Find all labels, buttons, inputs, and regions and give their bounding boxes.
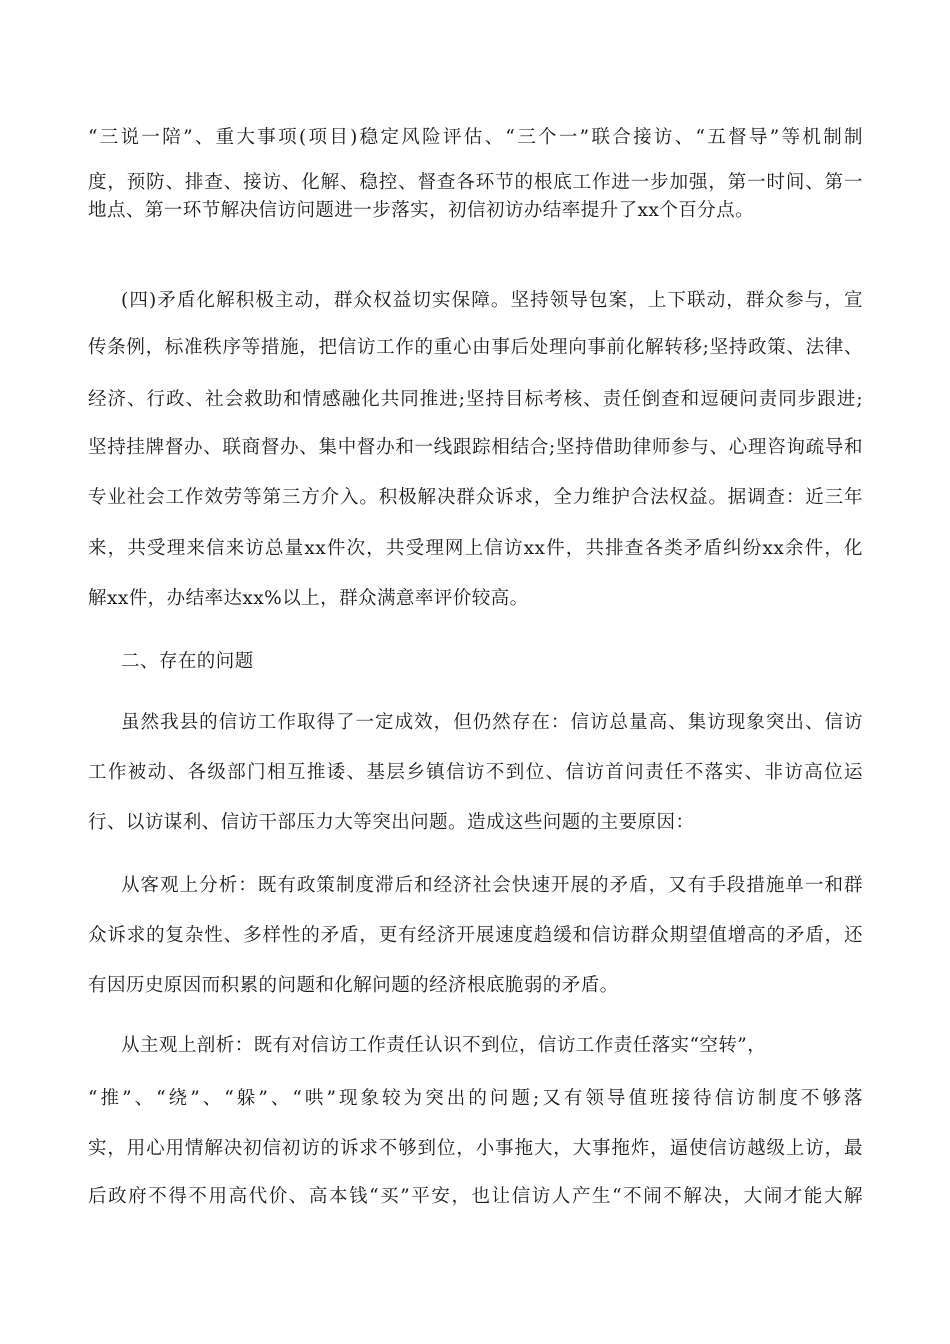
text-line: 经济、行政、社会救助和情感融化共同推进;坚持目标考核、责任倒查和逗硬问责同步跟进; — [88, 389, 863, 410]
text-line: “三说一陪”、重大事项(项目)稳定风险评估、“三个一”联合接访、“五督导”等机制制 — [88, 127, 863, 148]
text-line: 行、以访谋利、信访干部压力大等突出问题。造成这些问题的主要原因： — [88, 812, 695, 833]
text-line: 地点、第一环节解决信访问题进一步落实，初信初访办结率提升了xx个百分点。 — [88, 200, 755, 221]
paragraph-start-line: 虽然我县的信访工作取得了一定成效，但仍然存在：信访总量高、集访现象突出、信访 — [121, 712, 863, 733]
text-line: 后政府不得不用高代价、高本钱“买”平安，也让信访人产生“不闹不解决，大闹才能大解 — [88, 1186, 863, 1207]
paragraph-start-line: (四)矛盾化解积极主动，群众权益切实保障。坚持领导包案，上下联动，群众参与，宣 — [121, 290, 863, 311]
text-line: 众诉求的复杂性、多样性的矛盾，更有经济开展速度趋缓和信访群众期望值增高的矛盾，还 — [88, 925, 863, 946]
section-heading: 二、存在的问题 — [121, 651, 254, 672]
text-line: 传条例，标准秩序等措施，把信访工作的重心由事后处理向事前化解转移;坚持政策、法律、 — [88, 337, 863, 358]
text-line: 有因历史原因而积累的问题和化解问题的经济根底脆弱的矛盾。 — [88, 975, 619, 996]
paragraph-start-line: 从客观上分析：既有政策制度滞后和经济社会快速开展的矛盾，又有手段措施单一和群 — [121, 875, 863, 896]
text-line: “推”、“绕”、“躲”、“哄”现象较为突出的问题;又有领导值班接待信访制度不够落 — [88, 1088, 863, 1109]
text-line: 实，用心用情解决初信初访的诉求不够到位，小事拖大，大事拖炸，逼使信访越级上访，最 — [88, 1138, 863, 1159]
text-line: 来，共受理来信来访总量xx件次，共受理网上信访xx件，共排查各类矛盾纠纷xx余件，化 — [88, 538, 863, 559]
text-line: 坚持挂牌督办、联商督办、集中督办和一线跟踪相结合;坚持借助律师参与、心理咨询疏导和 — [88, 437, 863, 458]
text-line: 解xx件，办结率达xx%以上，群众满意率评价较高。 — [88, 588, 529, 609]
text-line: 专业社会工作效劳等第三方介入。积极解决群众诉求，全力维护合法权益。据调查：近三年 — [88, 487, 863, 508]
paragraph-start-line: 从主观上剖析：既有对信访工作责任认识不到位，信访工作责任落实“空转”， — [121, 1035, 767, 1056]
text-line: 度，预防、排查、接访、化解、稳控、督查各环节的根底工作进一步加强，第一时间、第一 — [88, 172, 863, 193]
text-line: 工作被动、各级部门相互推诿、基层乡镇信访不到位、信访首问责任不落实、非访高位运 — [88, 762, 863, 783]
